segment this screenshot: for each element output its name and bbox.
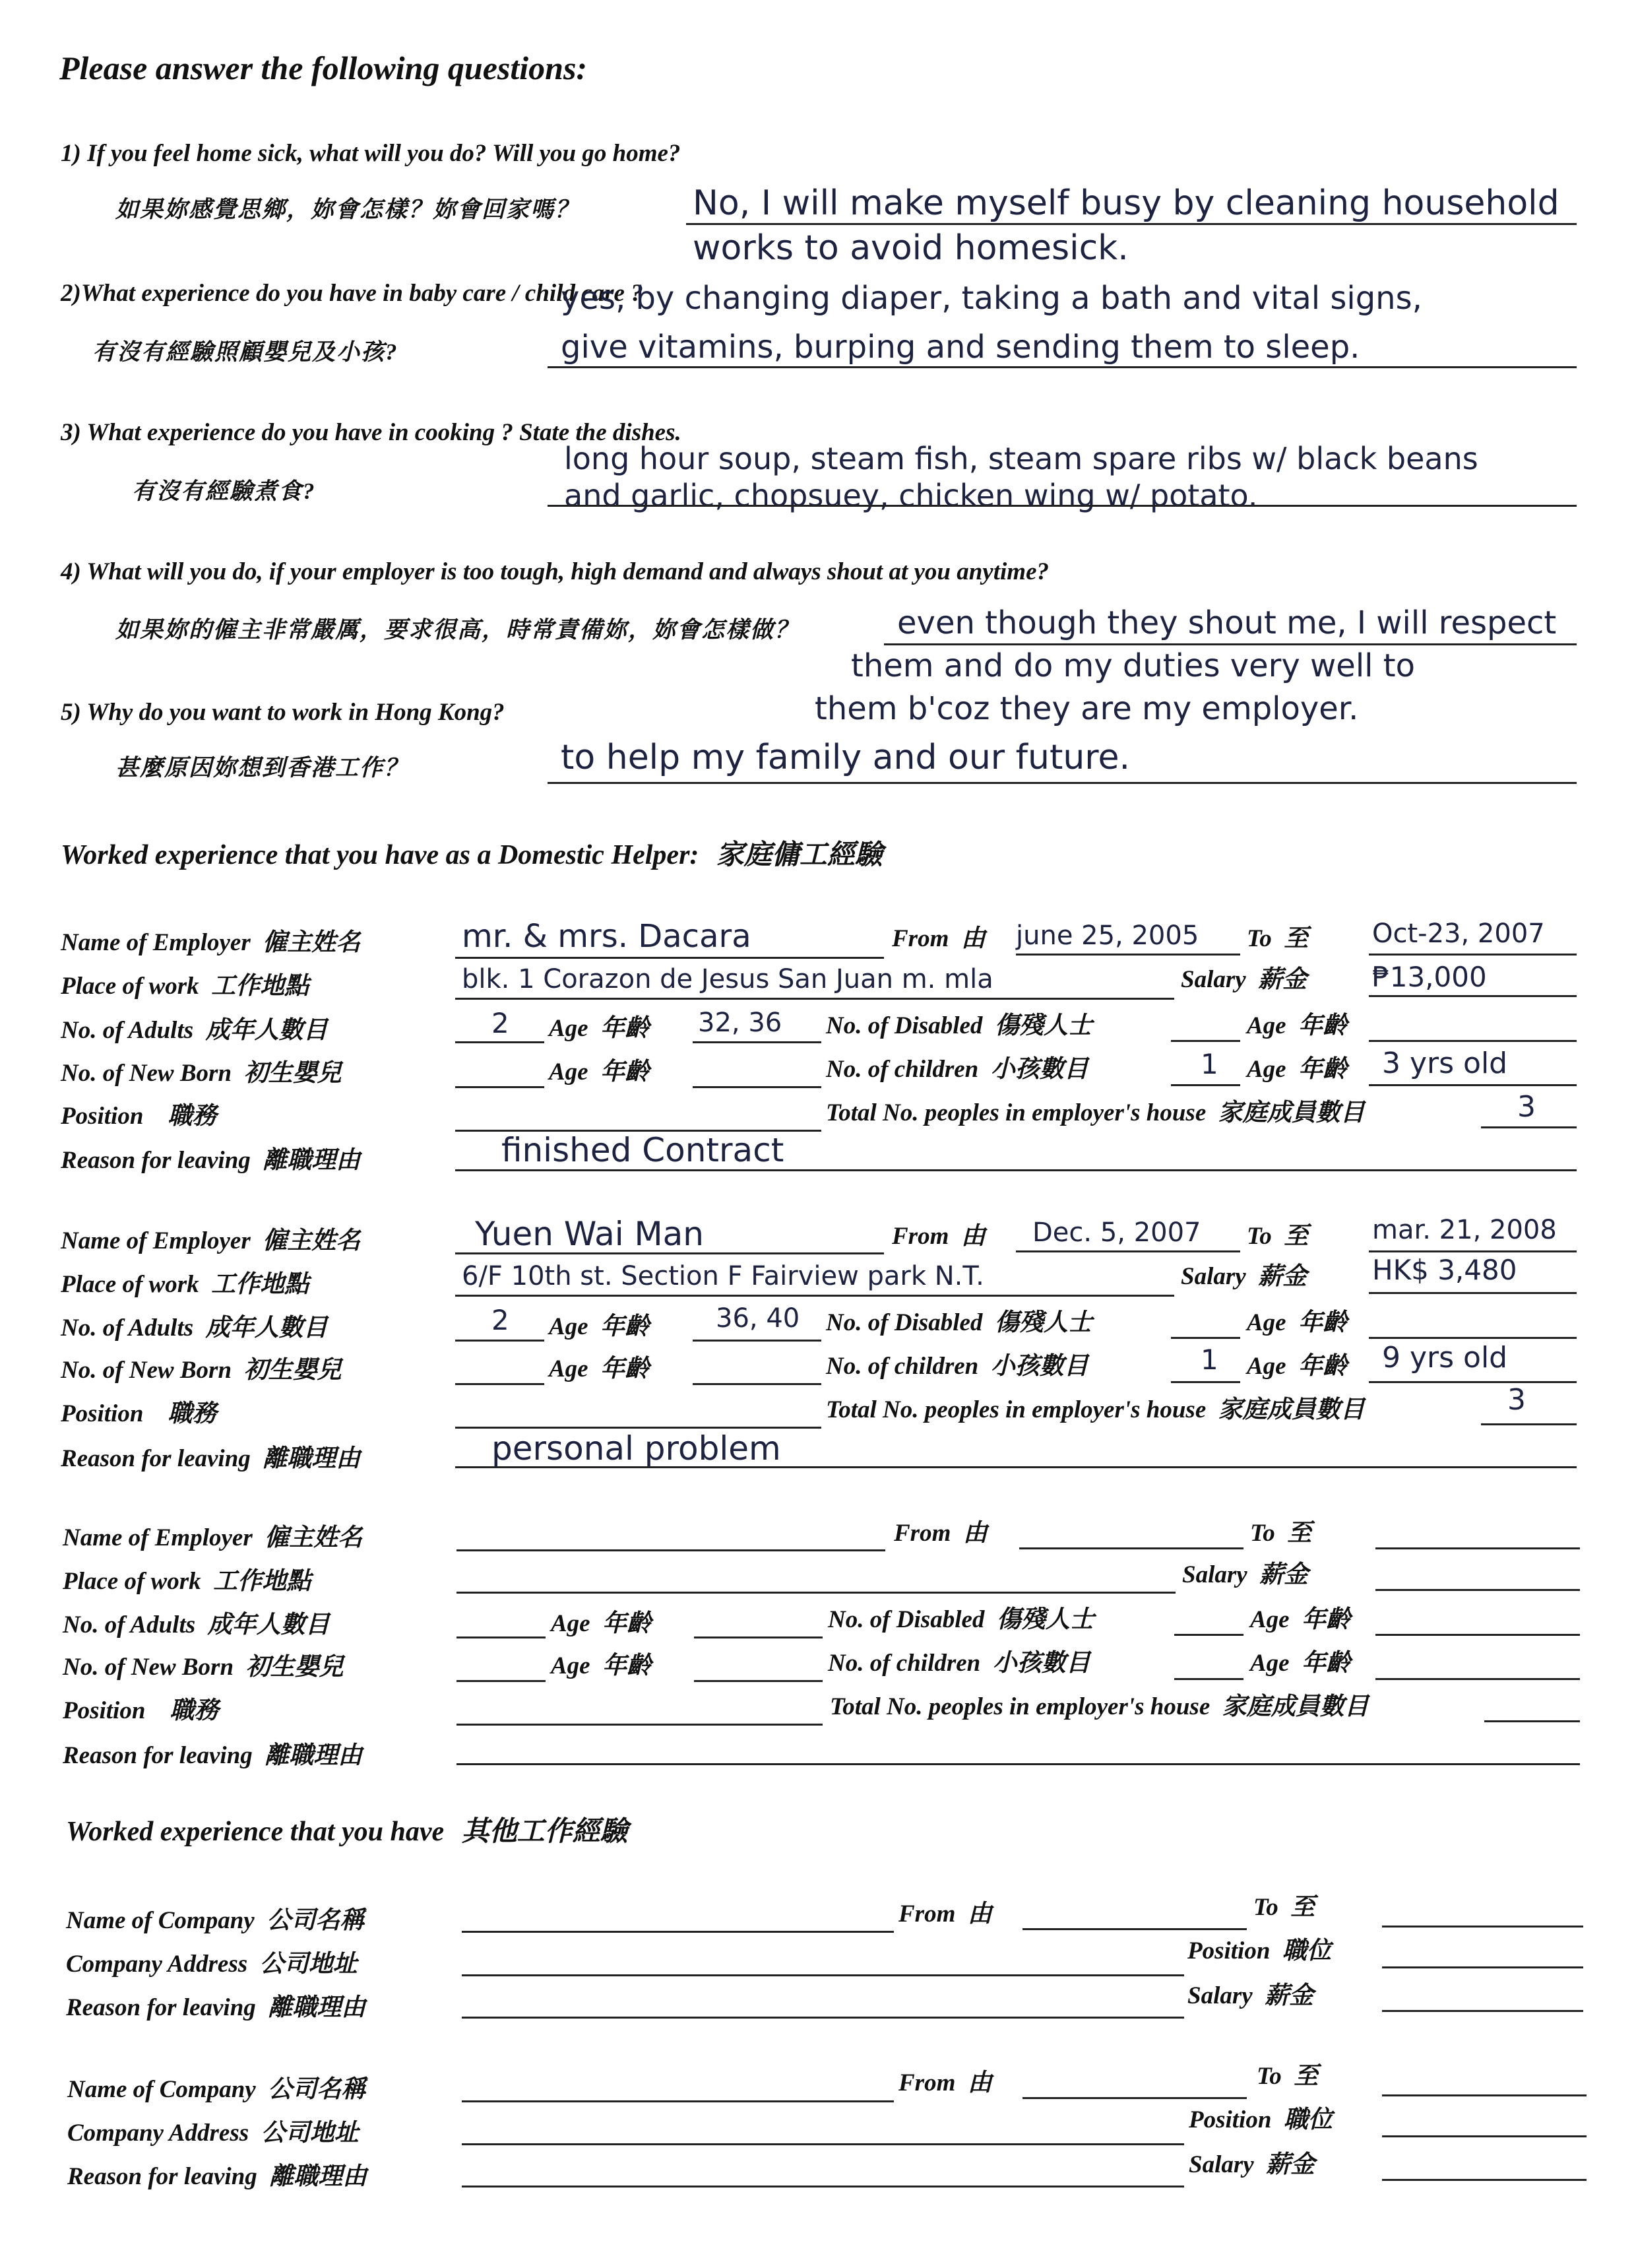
label-zh: 由	[960, 925, 986, 952]
label-zh: 離職理由	[265, 1742, 363, 1769]
label-text: Total No. peoples in employer's house	[830, 1693, 1211, 1720]
label-reason	[61, 1148, 360, 1173]
label-zh: 至	[1290, 1894, 1315, 1921]
label-text: Name of Employer	[63, 1524, 253, 1551]
label-no-adults	[61, 1018, 328, 1043]
label-zh: 薪金	[1258, 966, 1307, 993]
label-zh: 年齡	[600, 1058, 650, 1085]
label-no-new-born	[61, 1061, 342, 1085]
label-zh: 成年人數目	[207, 1611, 330, 1638]
field-line-children	[1174, 1678, 1243, 1680]
label-zh: 由	[962, 1520, 988, 1547]
field-line-total	[1484, 1720, 1580, 1722]
label-zh: 僱主姓名	[263, 929, 361, 956]
employer-1-reason[interactable]: finished Contract	[501, 1131, 784, 1169]
employer-1-children[interactable]: 1	[1201, 1048, 1218, 1080]
label-zh: 小孩數目	[990, 1056, 1088, 1083]
label-text: Age	[1247, 1309, 1286, 1336]
label-company-address	[66, 1952, 358, 1976]
field-line-disabled-age	[1375, 1634, 1580, 1636]
label-zh: 年齡	[1298, 1353, 1348, 1380]
label-text: Age	[549, 1313, 588, 1340]
answer-1-underline-1	[686, 223, 1577, 225]
label-text: To	[1257, 2063, 1282, 2090]
label-age	[1247, 1057, 1347, 1082]
employer-2-to[interactable]: mar. 21, 2008	[1372, 1215, 1557, 1245]
label-zh: 薪金	[1265, 1982, 1314, 2009]
label-zh: 工作地點	[213, 1568, 311, 1595]
label-name-employer	[63, 1526, 362, 1550]
label-zh: 成年人數目	[205, 1017, 328, 1044]
label-text: Age	[549, 1058, 588, 1085]
label-zh: 初生嬰兒	[243, 1060, 342, 1087]
label-text: No. of New Born	[63, 1654, 234, 1681]
label-text: Reason for leaving	[67, 2163, 257, 2190]
label-position	[61, 1104, 216, 1128]
label-zh: 傷殘人士	[994, 1012, 1092, 1039]
label-text: Position	[1187, 1937, 1271, 1964]
field-line-adults	[455, 1340, 544, 1342]
label-zh: 僱主姓名	[263, 1227, 361, 1254]
label-zh: 小孩數目	[992, 1650, 1090, 1677]
employer-2-children[interactable]: 1	[1201, 1344, 1218, 1376]
question-1-zh: 如果妳感覺思鄉，妳會怎樣？妳會回家嗎？	[115, 197, 580, 222]
label-age	[1250, 1651, 1350, 1675]
field-line-children-age	[1369, 1381, 1577, 1383]
label-zh: 離職理由	[263, 1147, 361, 1174]
employer-1-from[interactable]: june 25, 2005	[1016, 921, 1199, 951]
label-text: No. of Disabled	[826, 1012, 983, 1039]
label-reason	[63, 1743, 362, 1768]
label-zh: 傷殘人士	[996, 1606, 1094, 1633]
field-line-children	[1171, 1381, 1240, 1383]
label-zh: 工作地點	[211, 973, 309, 1000]
question-4-zh: 如果妳的僱主非常嚴厲，要求很高，時常責備妳，妳會怎樣做？	[115, 617, 800, 643]
label-text: Name of Company	[67, 2076, 256, 2103]
field-line-name	[455, 957, 884, 959]
dh-section-title-en: Worked experience that you have as a Domestic Helper:	[61, 840, 699, 870]
label-age	[549, 1314, 649, 1339]
label-zh: 職位	[1283, 2106, 1333, 2133]
label-zh: 成年人數目	[205, 1314, 328, 1342]
label-text: No. of Disabled	[828, 1606, 985, 1633]
label-text: To	[1250, 1520, 1275, 1547]
answer-2-line-2[interactable]: give vitamins, burping and sending them to sleep.	[561, 329, 1360, 366]
employer-1-adults[interactable]: 2	[491, 1007, 509, 1039]
label-zh: 年齡	[600, 1355, 650, 1382]
field-line-disabled	[1171, 1040, 1240, 1042]
label-text: Salary	[1182, 1561, 1247, 1588]
field-line-name	[456, 1549, 885, 1551]
label-to	[1250, 1521, 1311, 1545]
label-text: From	[898, 2069, 956, 2096]
label-zh: 薪金	[1258, 1263, 1307, 1290]
question-1-en: 1) If you feel home sick, what will you do? Will you go home?	[61, 140, 681, 167]
label-no-children	[826, 1354, 1088, 1378]
label-text: Age	[1247, 1056, 1286, 1083]
field-line-new-born	[456, 1680, 546, 1682]
field-line-adults-age	[693, 1041, 821, 1043]
field-line-company-address	[462, 2143, 1184, 2145]
field-line-total	[1481, 1126, 1577, 1128]
label-zh: 職務	[168, 1400, 217, 1427]
field-line-to	[1375, 1547, 1580, 1549]
label-text: Salary	[1181, 1263, 1246, 1290]
label-text: No. of New Born	[61, 1357, 232, 1384]
employer-2-salary[interactable]: HK$ 3,480	[1372, 1254, 1517, 1286]
label-zh: 至	[1284, 1223, 1309, 1250]
label-text: Salary	[1189, 2151, 1254, 2178]
field-line-disabled	[1174, 1634, 1243, 1636]
employer-1-place[interactable]: blk. 1 Corazon de Jesus San Juan m. mla	[462, 964, 993, 994]
other-section-title-en: Worked experience that you have	[66, 1817, 445, 1847]
label-zh: 家庭成員數目	[1222, 1693, 1369, 1720]
label-text: Place of work	[61, 1271, 199, 1298]
field-line-reason	[462, 2186, 1184, 2187]
employer-2-from[interactable]: Dec. 5, 2007	[1032, 1217, 1201, 1248]
label-age	[1250, 1607, 1350, 1632]
label-no-disabled	[826, 1014, 1092, 1038]
label-place-of-work	[61, 974, 309, 998]
employer-1-to[interactable]: Oct-23, 2007	[1372, 919, 1545, 949]
label-zh: 僱主姓名	[265, 1524, 363, 1551]
field-line-total	[1481, 1423, 1577, 1425]
label-salary	[1187, 1984, 1313, 2008]
label-from	[898, 1902, 992, 1926]
field-line-new-born	[455, 1086, 544, 1088]
label-zh: 離職理由	[269, 2163, 367, 2190]
label-zh: 年齡	[1298, 1012, 1348, 1039]
label-no-children	[828, 1651, 1090, 1675]
label-text: Age	[549, 1015, 588, 1042]
employer-1-name[interactable]: mr. & mrs. Dacara	[462, 918, 751, 955]
field-line-from	[1022, 2097, 1247, 2099]
answer-1-line-1[interactable]: No, I will make myself busy by cleaning household	[693, 183, 1559, 223]
label-name-employer	[61, 1229, 360, 1253]
employer-2-name[interactable]: Yuen Wai Man	[475, 1215, 704, 1253]
label-company-address	[67, 2121, 359, 2145]
label-zh: 由	[967, 1900, 992, 1928]
field-line-adults-age	[693, 1340, 821, 1342]
label-zh: 至	[1287, 1520, 1312, 1547]
label-zh: 年齡	[1302, 1650, 1351, 1677]
label-zh: 公司地址	[259, 1951, 358, 1978]
label-zh: 公司名稱	[268, 2076, 366, 2103]
other-section-title-zh: 其他工作經驗	[461, 1817, 628, 1847]
label-zh: 公司名稱	[267, 1907, 365, 1934]
label-zh: 初生嬰兒	[243, 1357, 342, 1384]
label-no-adults	[63, 1613, 330, 1637]
field-line-salary	[1375, 1589, 1580, 1591]
field-line-salary	[1369, 995, 1577, 997]
field-line-new-born	[455, 1383, 544, 1385]
field-line-new-born-age	[693, 1383, 821, 1385]
label-age	[549, 1357, 649, 1381]
label-no-disabled	[826, 1311, 1092, 1335]
label-text: Company Address	[67, 2120, 249, 2147]
label-age	[549, 1016, 649, 1041]
answer-3-line-1[interactable]: long hour soup, steam fish, steam spare ribs w/ black beans	[564, 441, 1478, 476]
field-line-children	[1171, 1084, 1240, 1086]
answer-1-line-2[interactable]: works to avoid homesick.	[693, 228, 1129, 268]
label-zh: 年齡	[1298, 1309, 1348, 1336]
field-line-reason	[455, 1169, 1577, 1171]
label-text: Age	[549, 1355, 588, 1382]
answer-4-line-3[interactable]: them b'coz they are my employer.	[815, 690, 1359, 727]
label-text: Age	[1250, 1650, 1290, 1677]
label-zh: 年齡	[1302, 1606, 1351, 1633]
question-5-en: 5) Why do you want to work in Hong Kong?	[61, 699, 505, 726]
label-text: No. of New Born	[61, 1060, 232, 1087]
employer-2-total[interactable]: 3	[1507, 1383, 1526, 1417]
label-text: To	[1247, 925, 1272, 952]
label-no-new-born	[63, 1655, 344, 1679]
field-line-place	[455, 998, 1174, 1000]
answer-4-line-2[interactable]: them and do my duties very well to	[851, 647, 1415, 684]
answer-5-underline	[548, 782, 1577, 784]
label-to	[1257, 2064, 1318, 2089]
label-from	[894, 1521, 988, 1545]
label-name-employer	[61, 930, 360, 955]
field-line-company-name	[462, 1931, 894, 1933]
field-line-from	[1022, 1928, 1247, 1930]
label-no-disabled	[828, 1607, 1094, 1632]
field-line-adults	[456, 1636, 546, 1638]
label-zh: 離職理由	[263, 1445, 361, 1472]
label-zh: 小孩數目	[990, 1353, 1088, 1380]
label-from	[892, 926, 986, 951]
answer-5-line-1[interactable]: to help my family and our future.	[561, 738, 1131, 777]
label-text: Position	[61, 1103, 144, 1130]
label-text: Total No. peoples in employer's house	[826, 1099, 1207, 1126]
label-zh: 年齡	[602, 1610, 652, 1637]
label-to	[1247, 1224, 1308, 1248]
label-zh: 薪金	[1259, 1561, 1309, 1588]
field-line-reason	[456, 1763, 1580, 1765]
field-line-from	[1016, 954, 1240, 956]
label-zh: 年齡	[600, 1313, 650, 1340]
label-text: Age	[551, 1652, 590, 1679]
field-line-disabled-age	[1369, 1040, 1577, 1042]
label-no-children	[826, 1057, 1088, 1082]
question-2-en: 2)What experience do you have in baby care / child care ?	[61, 280, 643, 307]
label-text: Position	[63, 1697, 146, 1724]
label-text: Position	[61, 1400, 144, 1427]
label-text: Total No. peoples in employer's house	[826, 1396, 1207, 1423]
label-age	[1247, 1354, 1347, 1378]
label-text: No. of children	[826, 1353, 979, 1380]
label-text: Reason for leaving	[63, 1742, 253, 1769]
field-line-from	[1019, 1547, 1243, 1549]
answer-3-line-2[interactable]: and garlic, chopsuey, chicken wing w/ potato.	[564, 478, 1258, 513]
question-3-zh: 有沒有經驗煮食?	[132, 478, 316, 504]
label-zh: 職位	[1282, 1937, 1331, 1964]
label-zh: 由	[960, 1223, 986, 1250]
field-line-position	[455, 1427, 821, 1429]
dh-section-title	[61, 841, 883, 869]
label-text: No. of Adults	[61, 1314, 194, 1342]
label-text: Age	[1247, 1353, 1286, 1380]
employer-2-place[interactable]: 6/F 10th st. Section F Fairview park N.T.	[462, 1261, 984, 1291]
page-title: Please answer the following questions:	[59, 49, 588, 86]
label-zh: 傷殘人士	[994, 1309, 1092, 1336]
answer-2-line-1[interactable]: yes, by changing diaper, taking a bath and vital signs,	[561, 280, 1422, 317]
label-text: Reason for leaving	[66, 1994, 256, 2021]
label-text: To	[1247, 1223, 1272, 1250]
label-text: From	[892, 1223, 949, 1250]
label-text: Reason for leaving	[61, 1147, 251, 1174]
label-zh: 家庭成員數目	[1218, 1099, 1365, 1126]
label-from	[892, 1224, 986, 1248]
label-zh: 職務	[168, 1103, 217, 1130]
label-zh: 由	[967, 2069, 992, 2096]
label-text: No. of children	[828, 1650, 981, 1677]
field-line-salary	[1382, 2179, 1587, 2181]
label-name-company	[66, 1908, 364, 1933]
label-text: No. of children	[826, 1056, 979, 1083]
field-line-disabled-age	[1369, 1337, 1577, 1339]
employer-1-adults-age[interactable]: 32, 36	[698, 1008, 782, 1038]
label-text: Salary	[1181, 966, 1246, 993]
label-zh: 年齡	[1298, 1056, 1348, 1083]
field-line-children-age	[1369, 1084, 1577, 1086]
label-total-people	[830, 1695, 1369, 1719]
field-line-disabled	[1171, 1337, 1240, 1339]
label-position	[63, 1699, 218, 1723]
label-to	[1247, 926, 1308, 951]
label-age	[551, 1611, 651, 1636]
field-line-to	[1369, 954, 1577, 956]
label-text: To	[1253, 1894, 1278, 1921]
label-text: Place of work	[63, 1568, 201, 1595]
label-no-new-born	[61, 1358, 342, 1382]
employer-2-reason[interactable]: personal problem	[491, 1429, 781, 1468]
label-text: Age	[1247, 1012, 1286, 1039]
label-zh: 初生嬰兒	[245, 1654, 344, 1681]
label-zh: 至	[1284, 925, 1309, 952]
field-line-new-born-age	[693, 1086, 821, 1088]
label-text: From	[892, 925, 949, 952]
label-text: No. of Adults	[63, 1611, 196, 1638]
label-text: Position	[1189, 2106, 1272, 2133]
field-line-salary	[1369, 1292, 1577, 1294]
answer-4-underline	[884, 643, 1577, 645]
label-salary	[1181, 967, 1307, 992]
field-line-position	[456, 1724, 823, 1726]
label-zh: 至	[1294, 2063, 1319, 2090]
field-line-salary	[1382, 2010, 1583, 2012]
label-text: Age	[1250, 1606, 1290, 1633]
question-5-zh: 甚麼原因妳想到香港工作？	[115, 755, 409, 781]
employer-2-children-age[interactable]: 9 yrs old	[1382, 1341, 1508, 1375]
field-line-company-name	[462, 2100, 894, 2102]
field-line-to	[1369, 1250, 1577, 1252]
label-no-adults	[61, 1316, 328, 1340]
field-line-place	[456, 1592, 1176, 1594]
label-text: Place of work	[61, 973, 199, 1000]
label-to	[1253, 1895, 1315, 1920]
label-zh: 薪金	[1266, 2151, 1315, 2178]
label-zh: 公司地址	[261, 2120, 359, 2147]
label-age	[1247, 1311, 1347, 1335]
field-line-to	[1382, 1926, 1583, 1928]
employer-2-adults[interactable]: 2	[491, 1304, 509, 1336]
employer-1-children-age[interactable]: 3 yrs old	[1382, 1047, 1508, 1080]
label-zh: 年齡	[600, 1015, 650, 1042]
label-zh: 工作地點	[211, 1271, 309, 1298]
label-name-company	[67, 2077, 365, 2102]
label-zh: 離職理由	[268, 1994, 366, 2021]
field-line-new-born-age	[694, 1680, 823, 1682]
label-age	[551, 1654, 651, 1678]
label-zh: 職務	[170, 1697, 219, 1724]
label-salary	[1189, 2153, 1315, 2177]
field-line-reason	[462, 2017, 1184, 2019]
label-salary	[1181, 1264, 1307, 1289]
other-section-title	[66, 1818, 628, 1846]
label-text: Name of Company	[66, 1907, 255, 1934]
label-text: Name of Employer	[61, 929, 251, 956]
label-place-of-work	[63, 1569, 311, 1594]
field-line-company-address	[462, 1974, 1184, 1976]
field-line-from	[1016, 1250, 1240, 1252]
employer-2-adults-age[interactable]: 36, 40	[716, 1303, 800, 1334]
employer-1-total[interactable]: 3	[1517, 1090, 1536, 1124]
label-position	[61, 1402, 216, 1426]
field-line-adults-age	[694, 1636, 823, 1638]
answer-4-line-1[interactable]: even though they shout me, I will respect	[897, 604, 1557, 641]
field-line-position-company	[1382, 2135, 1587, 2137]
label-text: From	[898, 1900, 956, 1928]
label-text: No. of Adults	[61, 1017, 194, 1044]
label-text: Name of Employer	[61, 1227, 251, 1254]
question-4-en: 4) What will you do, if your employer is too tough, high demand and always shout at you anytime?	[61, 558, 1049, 585]
question-2-zh: 有沒有經驗照顧嬰兒及小孩?	[92, 339, 398, 365]
label-total-people	[826, 1101, 1365, 1125]
label-text: From	[894, 1520, 951, 1547]
label-age	[549, 1060, 649, 1084]
field-line-place	[455, 1295, 1174, 1297]
label-text: Reason for leaving	[61, 1445, 251, 1472]
field-line-adults	[455, 1041, 544, 1043]
employer-1-salary[interactable]: ₱13,000	[1372, 961, 1487, 993]
label-text: No. of Disabled	[826, 1309, 983, 1336]
label-from	[898, 2071, 992, 2095]
field-line-children-age	[1375, 1678, 1580, 1680]
question-3-en: 3) What experience do you have in cooking ? State the dishes.	[61, 419, 681, 446]
label-zh: 年齡	[602, 1652, 652, 1679]
label-zh: 家庭成員數目	[1218, 1396, 1365, 1423]
answer-2-underline	[548, 366, 1577, 368]
label-reason	[67, 2164, 367, 2189]
field-line-position-company	[1382, 1966, 1583, 1968]
label-text: Salary	[1187, 1982, 1253, 2009]
label-position-company	[1187, 1939, 1331, 1963]
label-age	[1247, 1014, 1347, 1038]
label-reason	[61, 1446, 360, 1471]
field-line-to	[1382, 2094, 1587, 2096]
label-place-of-work	[61, 1272, 309, 1297]
dh-section-title-zh: 家庭傭工經驗	[716, 840, 883, 870]
label-reason	[66, 1995, 365, 2020]
label-total-people	[826, 1398, 1365, 1422]
label-text: Company Address	[66, 1951, 248, 1978]
label-position-company	[1189, 2108, 1333, 2132]
label-salary	[1182, 1563, 1308, 1587]
answer-3-underline	[548, 505, 1577, 507]
label-text: Age	[551, 1610, 590, 1637]
